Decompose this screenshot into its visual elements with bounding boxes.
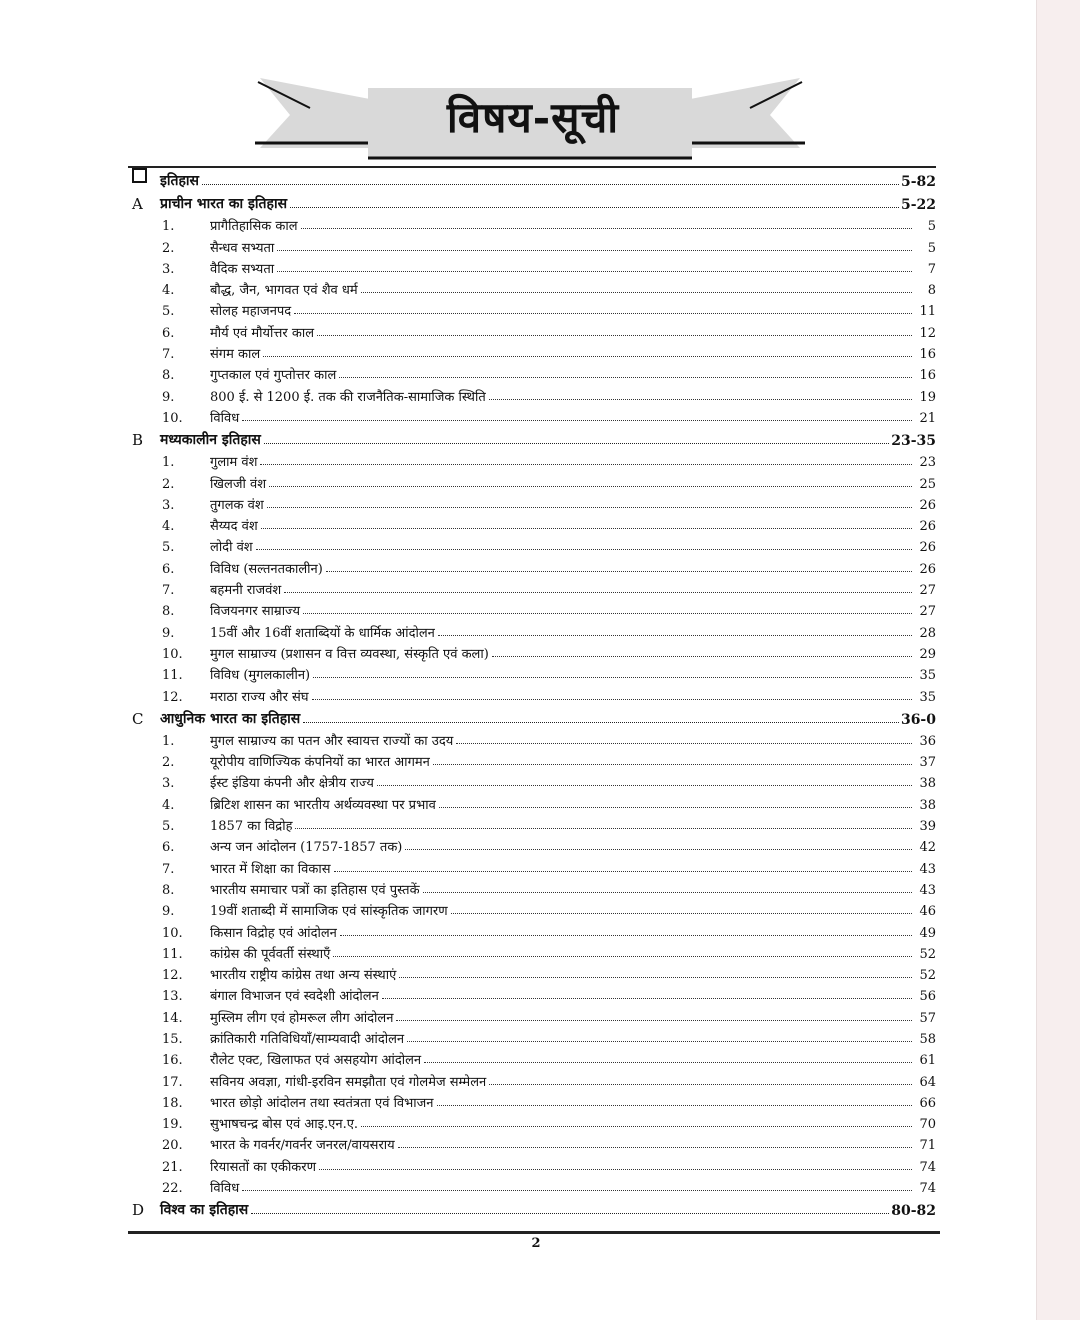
entry-page: 21 <box>919 410 936 426</box>
dot-leader <box>267 507 912 508</box>
toc-entry[interactable] <box>128 1026 936 1047</box>
section-page-range: 80-82 <box>891 1203 936 1220</box>
page-title: विषय-सूची <box>446 93 620 142</box>
entry-page: 71 <box>919 1138 936 1154</box>
toc-entry[interactable] <box>128 1175 936 1196</box>
dot-leader <box>303 722 899 723</box>
entry-number: 11. <box>162 668 183 684</box>
entry-title: गुलाम वंश <box>210 455 258 471</box>
entry-number: 9. <box>162 625 175 641</box>
section-page-range: 36-0 <box>900 711 936 728</box>
toc-entry[interactable] <box>128 855 936 876</box>
section-heading[interactable] <box>128 190 936 213</box>
entry-title: मुगल साम्राज्य का पतन और स्वायत्त राज्यों का उदय <box>210 733 454 749</box>
toc-entry[interactable] <box>128 898 936 919</box>
entry-page: 36 <box>919 733 936 749</box>
entry-title: भारत में शिक्षा का विकास <box>210 861 331 877</box>
dot-leader <box>295 828 912 829</box>
entry-title: मुगल साम्राज्य (प्रशासन व वित्त व्यवस्था, संस्कृति एवं कला) <box>210 646 489 662</box>
entry-title: रौलेट एक्ट, खिलाफत एवं असहयोग आंदोलन <box>210 1053 422 1069</box>
toc-entry[interactable] <box>128 813 936 834</box>
entry-number: 8. <box>162 368 175 384</box>
entry-number: 10. <box>162 410 183 426</box>
dot-leader <box>361 1126 912 1127</box>
toc-entry[interactable] <box>128 213 936 234</box>
entry-title: तुगलक वंश <box>210 497 264 513</box>
dot-leader <box>317 335 912 336</box>
entry-page: 27 <box>919 604 936 620</box>
toc-entry[interactable] <box>128 641 936 662</box>
toc-entry[interactable] <box>128 962 936 983</box>
entry-page: 19 <box>919 389 936 405</box>
entry-title: विविध (मुगलकालीन) <box>210 668 311 684</box>
dot-leader <box>433 764 912 765</box>
entry-number: 4. <box>162 519 175 535</box>
entry-number: 3. <box>162 261 175 277</box>
entry-number: 4. <box>162 283 175 299</box>
dot-leader <box>260 464 912 465</box>
section-title: इतिहास <box>160 173 200 189</box>
toc-entry[interactable] <box>128 683 936 704</box>
dot-leader <box>437 1105 912 1106</box>
entry-title: 15वीं और 16वीं शताब्दियों के धार्मिक आंदोलन <box>210 625 435 641</box>
entry-page: 11 <box>919 304 936 320</box>
dot-leader <box>301 228 912 229</box>
dot-leader <box>263 356 912 357</box>
page-number: 2 <box>531 1236 541 1251</box>
section-page-range: 23-35 <box>891 432 936 449</box>
entry-page: 26 <box>919 540 936 556</box>
toc-entry[interactable] <box>128 555 936 576</box>
entry-page: 7 <box>927 261 936 277</box>
toc-entry[interactable] <box>128 341 936 362</box>
entry-number: 8. <box>162 882 175 898</box>
dot-leader <box>489 1084 912 1085</box>
entry-page: 16 <box>919 347 936 363</box>
dot-leader <box>398 1147 912 1148</box>
section-title: आधुनिक भारत का इतिहास <box>160 710 301 727</box>
toc-entry[interactable] <box>128 513 936 534</box>
section-page-range: 5-22 <box>900 197 936 213</box>
dot-leader <box>277 271 912 272</box>
section-title: विश्व का इतिहास <box>160 1202 249 1219</box>
entry-page: 46 <box>919 904 936 920</box>
dot-leader <box>326 571 912 572</box>
entry-page: 37 <box>919 755 936 771</box>
toc-entry[interactable] <box>128 598 936 619</box>
dot-leader <box>313 677 912 678</box>
entry-page: 56 <box>919 989 936 1005</box>
entry-number: 1. <box>162 219 175 235</box>
entry-title: विविध <box>210 1181 240 1197</box>
entry-title: ईस्ट इंडिया कंपनी और क्षेत्रीय राज्य <box>210 776 374 792</box>
entry-title: ब्रिटिश शासन का भारतीय अर्थव्यवस्था पर प्रभाव <box>210 797 436 813</box>
entry-title: खिलजी वंश <box>210 476 267 492</box>
entry-page: 27 <box>919 583 936 599</box>
entry-title: किसान विद्रोह एवं आंदोलन <box>210 925 337 941</box>
toc-entry[interactable] <box>128 319 936 340</box>
entry-number: 1. <box>162 733 175 749</box>
entry-title: रियासतों का एकीकरण <box>210 1159 317 1175</box>
dot-leader <box>456 743 912 744</box>
toc-entry[interactable] <box>128 383 936 404</box>
entry-number: 18. <box>162 1095 183 1111</box>
entry-number: 3. <box>162 497 175 513</box>
dot-leader <box>251 1213 889 1214</box>
entry-title: 800 ई. से 1200 ई. तक की राजनैतिक-सामाजिक स्थिति <box>210 389 486 405</box>
entry-page: 5 <box>927 219 936 235</box>
entry-title: गुप्तकाल एवं गुप्तोत्तर काल <box>210 368 337 384</box>
toc-entry[interactable] <box>128 662 936 683</box>
entry-title: भारतीय समाचार पत्रों का इतिहास एवं पुस्तकें <box>210 882 420 898</box>
entry-title: संगम काल <box>210 347 261 363</box>
toc-entry[interactable] <box>128 770 936 791</box>
entry-number: 12. <box>162 689 183 705</box>
entry-number: 2. <box>162 755 175 771</box>
entry-number: 1. <box>162 455 175 471</box>
entry-title: सैय्यद वंश <box>210 519 258 535</box>
dot-leader <box>256 549 912 550</box>
entry-page: 74 <box>919 1159 936 1175</box>
entry-page: 49 <box>919 925 936 941</box>
dot-leader <box>333 956 912 957</box>
dot-leader <box>399 977 912 978</box>
toc-entry[interactable] <box>128 1047 936 1068</box>
entry-title: सविनय अवज्ञा, गांधी-इरविन समझौता एवं गोलमेज सम्मेलन <box>210 1074 487 1090</box>
entry-title: मौर्य एवं मौर्योत्तर काल <box>210 325 315 341</box>
entry-title: प्रागैतिहासिक काल <box>210 219 298 235</box>
entry-title: लोदी वंश <box>210 540 253 556</box>
dot-leader <box>438 635 912 636</box>
dot-leader <box>339 377 912 378</box>
entry-page: 26 <box>919 519 936 535</box>
entry-number: 5. <box>162 819 175 835</box>
dot-leader <box>319 1169 912 1170</box>
entry-page: 42 <box>919 840 936 856</box>
entry-number: 3. <box>162 776 175 792</box>
dot-leader <box>334 871 912 872</box>
toc-entry[interactable] <box>128 362 936 383</box>
dot-leader <box>312 699 912 700</box>
entry-title: भारतीय राष्ट्रीय कांग्रेस तथा अन्य संस्थाएं <box>210 968 397 984</box>
entry-title: बौद्ध, जैन, भागवत एवं शैव धर्म <box>210 283 358 299</box>
toc-entry[interactable] <box>128 1153 936 1174</box>
entry-page: 26 <box>919 497 936 513</box>
section-letter: A <box>132 195 143 213</box>
toc-entry[interactable] <box>128 256 936 277</box>
toc-entry[interactable] <box>128 234 936 255</box>
entry-page: 52 <box>919 946 936 962</box>
entry-number: 20. <box>162 1138 183 1154</box>
entry-page: 52 <box>919 968 936 984</box>
entry-number: 6. <box>162 840 175 856</box>
entry-page: 35 <box>919 668 936 684</box>
entry-number: 17. <box>162 1074 183 1090</box>
entry-title: 19वीं शताब्दी में सामाजिक एवं सांस्कृतिक जागरण <box>210 904 448 920</box>
section-heading[interactable] <box>128 167 936 190</box>
toc-entry[interactable] <box>128 534 936 555</box>
entry-title: मराठा राज्य और संघ <box>210 689 309 705</box>
dot-leader <box>405 849 912 850</box>
entry-page: 25 <box>919 476 936 492</box>
entry-title: क्रांतिकारी गतिविधियाँ/साम्यवादी आंदोलन <box>210 1031 405 1047</box>
toc-entry[interactable] <box>128 1111 936 1132</box>
entry-number: 10. <box>162 646 183 662</box>
entry-page: 23 <box>919 455 936 471</box>
toc-entry[interactable] <box>128 577 936 598</box>
entry-number: 6. <box>162 561 175 577</box>
entry-title: अन्य जन आंदोलन (1757-1857 तक) <box>210 840 403 856</box>
entry-page: 61 <box>919 1053 936 1069</box>
entry-title: बहमनी राजवंश <box>210 583 282 599</box>
entry-number: 12. <box>162 968 183 984</box>
dot-leader <box>377 785 912 786</box>
dot-leader <box>264 443 889 444</box>
entry-number: 19. <box>162 1117 183 1133</box>
toc-entry[interactable] <box>128 619 936 640</box>
entry-number: 6. <box>162 325 175 341</box>
dot-leader <box>407 1041 912 1042</box>
section-letter: D <box>132 1201 145 1220</box>
entry-page: 39 <box>919 819 936 835</box>
entry-number: 5. <box>162 540 175 556</box>
entry-page: 64 <box>919 1074 936 1090</box>
toc-entry[interactable] <box>128 728 936 749</box>
square-bullet-icon <box>132 168 147 183</box>
entry-number: 7. <box>162 861 175 877</box>
entry-number: 16. <box>162 1053 183 1069</box>
entry-number: 2. <box>162 240 175 256</box>
entry-page: 8 <box>927 283 936 299</box>
entry-title: विविध (सल्तनतकालीन) <box>210 561 323 577</box>
toc-entry[interactable] <box>128 298 936 319</box>
dot-leader <box>277 250 912 251</box>
entry-number: 15. <box>162 1031 183 1047</box>
toc-entry[interactable] <box>128 749 936 770</box>
entry-page: 26 <box>919 561 936 577</box>
entry-number: 10. <box>162 925 183 941</box>
dot-leader <box>284 592 912 593</box>
entry-page: 43 <box>919 861 936 877</box>
dot-leader <box>294 313 912 314</box>
entry-title: कांग्रेस की पूर्ववर्ती संस्थाएँ <box>210 946 331 962</box>
section-heading[interactable] <box>128 426 936 449</box>
dot-leader <box>439 807 912 808</box>
entry-number: 11. <box>162 946 183 962</box>
entry-number: 5. <box>162 304 175 320</box>
entry-page: 35 <box>919 689 936 705</box>
section-heading[interactable] <box>128 1196 936 1219</box>
table-of-contents <box>128 167 936 1219</box>
entry-title: सुभाषचन्द्र बोस एवं आइ.एन.ए. <box>210 1117 359 1133</box>
entry-number: 7. <box>162 583 175 599</box>
entry-number: 7. <box>162 347 175 363</box>
entry-title: यूरोपीय वाणिज्यिक कंपनियों का भारत आगमन <box>210 755 430 771</box>
section-letter: B <box>132 430 144 449</box>
toc-entry[interactable] <box>128 919 936 940</box>
toc-entry[interactable] <box>128 449 936 470</box>
dot-leader <box>242 420 912 421</box>
entry-page: 12 <box>919 325 936 341</box>
toc-entry[interactable] <box>128 1090 936 1111</box>
dot-leader <box>242 1190 912 1191</box>
entry-number: 21. <box>162 1159 183 1175</box>
toc-entry[interactable] <box>128 791 936 812</box>
toc-entry[interactable] <box>128 1004 936 1025</box>
entry-number: 4. <box>162 797 175 813</box>
dot-leader <box>396 1020 912 1021</box>
section-heading[interactable] <box>128 705 936 728</box>
entry-title: विजयनगर साम्राज्य <box>210 604 301 620</box>
entry-title: सोलह महाजनपद <box>210 304 292 320</box>
entry-title: भारत छोड़ो आंदोलन तथा स्वतंत्रता एवं विभाजन <box>210 1095 434 1111</box>
entry-page: 38 <box>919 797 936 813</box>
toc-entry[interactable] <box>128 470 936 491</box>
entry-page: 28 <box>919 625 936 641</box>
entry-page: 58 <box>919 1031 936 1047</box>
entry-number: 9. <box>162 389 175 405</box>
dot-leader <box>424 1062 912 1063</box>
dot-leader <box>382 998 912 999</box>
entry-number: 8. <box>162 604 175 620</box>
toc-entry[interactable] <box>128 1068 936 1089</box>
toc-entry[interactable] <box>128 877 936 898</box>
entry-page: 16 <box>919 368 936 384</box>
dot-leader <box>202 184 899 185</box>
entry-title: सैन्धव सभ्यता <box>210 240 275 256</box>
dot-leader <box>489 399 912 400</box>
toc-entry[interactable] <box>128 1132 936 1153</box>
dot-leader <box>261 528 912 529</box>
entry-number: 22. <box>162 1181 183 1197</box>
dot-leader <box>492 656 912 657</box>
entry-number: 9. <box>162 904 175 920</box>
section-title: मध्यकालीन इतिहास <box>160 431 261 448</box>
dot-leader <box>423 892 912 893</box>
entry-page: 43 <box>919 882 936 898</box>
checkbox-icon <box>128 168 160 190</box>
dot-leader <box>361 292 912 293</box>
bottom-rule <box>128 1231 940 1234</box>
dot-leader <box>290 207 899 208</box>
entry-page: 70 <box>919 1117 936 1133</box>
entry-title: भारत के गवर्नर/गवर्नर जनरल/वायसराय <box>210 1138 395 1154</box>
toc-entry[interactable] <box>128 983 936 1004</box>
entry-page: 57 <box>919 1010 936 1026</box>
dot-leader <box>269 486 912 487</box>
entry-page: 29 <box>919 646 936 662</box>
section-title: प्राचीन भारत का इतिहास <box>160 196 288 212</box>
entry-number: 13. <box>162 989 183 1005</box>
section-page-range: 5-82 <box>900 174 936 190</box>
entry-number: 14. <box>162 1010 183 1026</box>
toc-entry[interactable] <box>128 834 936 855</box>
entry-page: 66 <box>919 1095 936 1111</box>
dot-leader <box>451 913 912 914</box>
toc-entry[interactable] <box>128 405 936 426</box>
entry-title: मुस्लिम लीग एवं होमरूल लीग आंदोलन <box>210 1010 394 1026</box>
entry-title: विविध <box>210 410 240 426</box>
entry-page: 38 <box>919 776 936 792</box>
toc-entry[interactable] <box>128 492 936 513</box>
entry-title: 1857 का विद्रोह <box>210 819 293 835</box>
entry-page: 74 <box>919 1181 936 1197</box>
dot-leader <box>340 935 912 936</box>
toc-entry[interactable] <box>128 277 936 298</box>
toc-entry[interactable] <box>128 941 936 962</box>
entry-number: 2. <box>162 476 175 492</box>
entry-title: वैदिक सभ्यता <box>210 261 275 277</box>
dot-leader <box>303 613 912 614</box>
section-letter: C <box>132 709 144 728</box>
entry-page: 5 <box>927 240 936 256</box>
entry-title: बंगाल विभाजन एवं स्वदेशी आंदोलन <box>210 989 379 1005</box>
